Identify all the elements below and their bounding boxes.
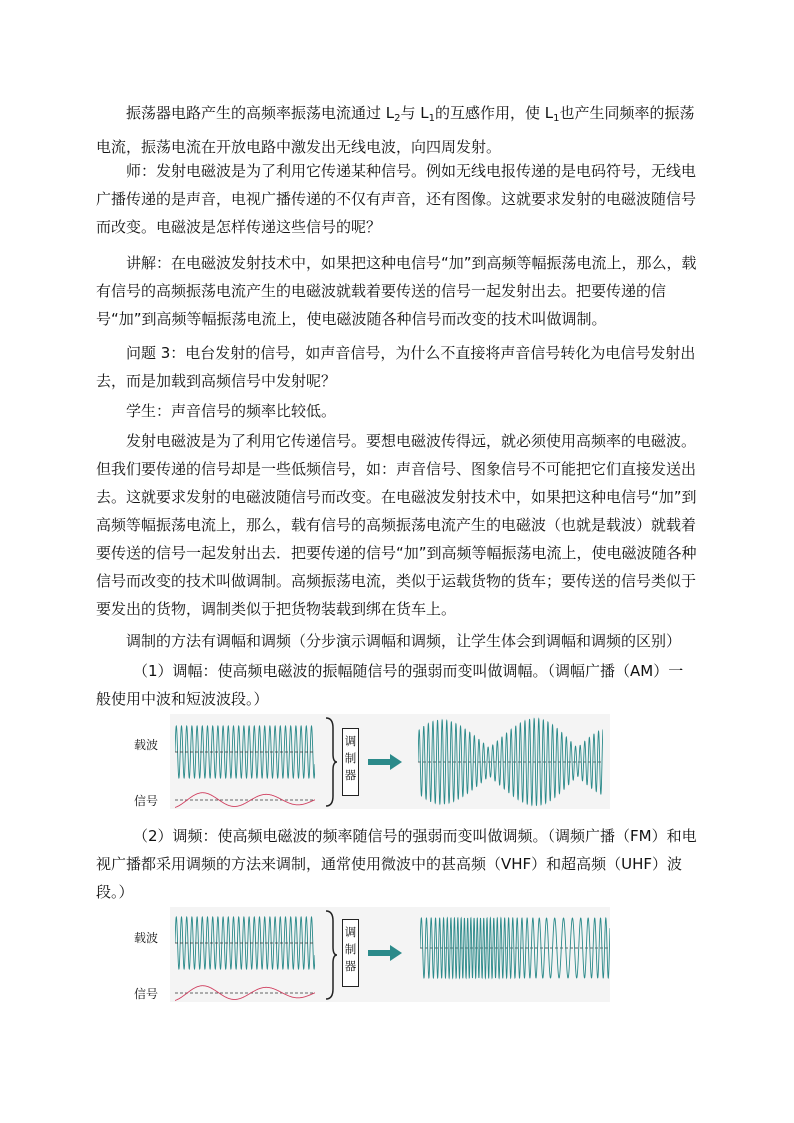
am-brace: [324, 716, 338, 808]
signal-label: 信号: [134, 794, 159, 808]
paragraph-teacher: 师：发射电磁波是为了利用它传递某种信号。例如无线电报传递的是电码符号，无线电广播传递的是声音，电视广播传递的不仅有声音，还有图像。这就要求发射的电磁波随信号而改变。电磁波是怎样传递这些信号的呢？: [96, 162, 697, 236]
paragraph-question-3: 问题 3：电台发射的信号，如声音信号，为什么不直接将声音信号转化为电信号发射出去，而是加载到高频信号中发射呢？: [96, 344, 696, 390]
paragraph-oscillator: 振荡器电路产生的高频率振荡电流通过 $L_2$与 $L_1$的互感作用，使 $L_1$也产生同频率的振荡电流，振荡电流在开放电路中激发出无线电波，向四周发射。: [96, 104, 695, 156]
fm-arrow-icon: [368, 943, 404, 963]
carrier-label: 载波: [134, 738, 159, 752]
am-signal-wave: [175, 786, 315, 808]
am-modulation-figure: [134, 714, 610, 809]
fm-carrier-wave: [175, 913, 315, 973]
carrier-label: 载波: [134, 931, 159, 945]
am-arrow-icon: [368, 752, 404, 772]
fm-signal-wave: [175, 979, 315, 1001]
fm-modulator-box: 调 制 器: [342, 919, 359, 987]
fm-brace: [324, 909, 338, 1001]
paragraph-modulation-intro: 发射电磁波是为了利用它传递信号。要想电磁波传得远，就必须使用高频率的电磁波。但我们要传递的信号却是一些低频信号，如：声音信号、图象信号不可能把它们直接发送出去。这就要求发射的电磁波随信号而改变。在电磁波发射技术中，如果把这种电信号“加”到高频等幅振荡电流上，那么，载有信号的高频振荡电流产生的电磁波（也就是载波）就载着要传送的信号一起发射出去．把要传递的信号“加”到高频等幅振荡电流上，使电磁波随各种信号而改变的技术叫做调制。高频振荡电流，类似于运载货物的货车；要传送的信号类似于要发出的货物，调制类似于把货物装载到绑在货车上。: [96, 432, 697, 618]
paragraph-explanation: 讲解：在电磁波发射技术中，如果把这种电信号“加”到高频等幅振荡电流上，那么，载有信号的高频振荡电流产生的电磁波就载着要传送的信号一起发射出去。把要传递的信号“加”到高频等幅振荡电流上，使电磁波随各种信号而改变的技术叫做调制。: [96, 254, 697, 328]
am-modulated-wave: [418, 717, 603, 807]
paragraph-fm: （2）调频：使高频电磁波的频率随信号的强弱而变叫做调频。（调频广播（FM）和电视广播都采用调频的方法来调制，通常使用微波中的甚高频（VHF）和超高频（UHF）波段。）: [96, 827, 697, 901]
signal-label: 信号: [134, 987, 159, 1001]
am-carrier-wave: [175, 722, 315, 782]
fm-modulation-figure: [134, 907, 610, 1002]
paragraph-am: （1）调幅：使高频电磁波的振幅随信号的强弱而变叫做调幅。（调幅广播（AM）一般使用中波和短波波段。）: [96, 662, 684, 708]
fm-modulated-wave: [420, 913, 610, 983]
paragraph-student: 学生：声音信号的频率比较低。: [126, 402, 337, 420]
paragraph-modulation-methods: 调制的方法有调幅和调频（分步演示调幅和调频，让学生体会到调幅和调频的区别）: [126, 632, 682, 650]
am-modulator-box: 调 制 器: [342, 728, 359, 796]
